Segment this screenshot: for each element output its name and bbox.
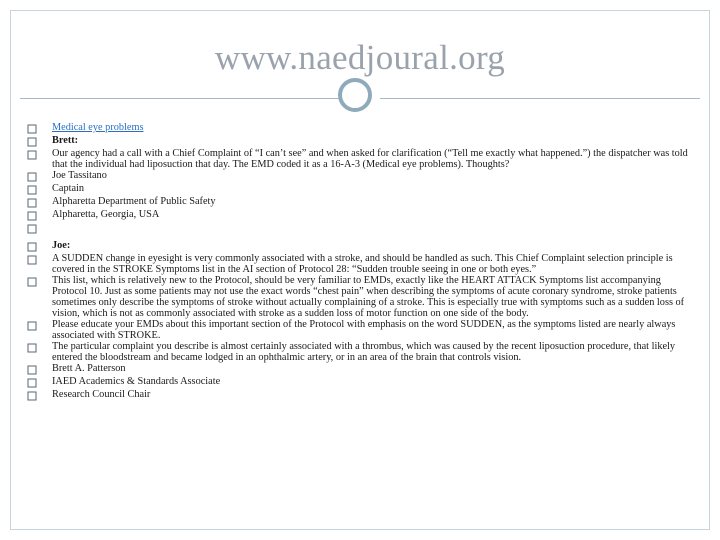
list-item	[27, 196, 690, 209]
hollow-square-bullet-icon	[27, 378, 38, 389]
hollow-square-bullet-icon	[27, 185, 38, 196]
hollow-square-bullet-icon	[27, 224, 38, 235]
list-item-text: Alpharetta, Georgia, USA	[52, 209, 160, 220]
medical-eye-problems-link[interactable]: Medical eye problems	[52, 122, 144, 133]
hollow-square-bullet-icon	[27, 391, 38, 402]
list-item	[27, 183, 690, 196]
list-item	[27, 222, 690, 235]
list-item-text: Our agency had a call with a Chief Complaint of “I can’t see” and when asked for clarification (“Tell me exactly what happened.”) the dispatcher was told that the individual had liposuction that day. The EMD coded it as a 16-A-3 (Medical eye problems). Thoughts?	[52, 148, 688, 170]
title-rule-right	[380, 98, 700, 99]
list-item-text: Joe Tassitano	[52, 170, 107, 181]
slide-title: www.naedjoural.org	[214, 38, 506, 77]
list-item-text: Alpharetta Department of Public Safety	[52, 196, 216, 207]
list-item	[27, 376, 690, 389]
hollow-square-bullet-icon	[27, 211, 38, 222]
hollow-square-bullet-icon	[27, 242, 38, 253]
circle-ornament-icon	[338, 78, 372, 112]
list-item	[27, 275, 690, 319]
hollow-square-bullet-icon	[27, 255, 38, 266]
list-item	[27, 363, 690, 376]
list-item-text: Please educate your EMDs about this important section of the Protocol with emphasis on the word SUDDEN, as the symptoms listed are nearly always associated with STROKE.	[52, 319, 676, 341]
bullet-list	[27, 122, 690, 402]
hollow-square-bullet-icon	[27, 150, 38, 161]
title-rule-left	[20, 98, 340, 99]
list-item	[27, 389, 690, 402]
list-item-text: The particular complaint you describe is almost certainly associated with a thrombus, which was caused by the recent liposuction procedure, that likely entered the bloodstream and became lodged in an ophthalmic artery, or in an area of the brain that controls vision.	[52, 341, 676, 363]
list-item	[27, 135, 690, 148]
hollow-square-bullet-icon	[27, 343, 38, 354]
list-item	[27, 170, 690, 183]
list-item	[27, 148, 690, 170]
hollow-square-bullet-icon	[27, 321, 38, 332]
hollow-square-bullet-icon	[27, 198, 38, 209]
hollow-square-bullet-icon	[27, 277, 38, 288]
speaker-label: Brett:	[52, 135, 79, 146]
list-item-text: A SUDDEN change in eyesight is very commonly associated with a stroke, and should be handled as such. This Chief Complaint selection principle is covered in the STROKE Symptoms list in the AI section of Protocol 28: “Sudden trouble seeing in one or both eyes.”	[52, 253, 673, 275]
list-item-text: This list, which is relatively new to the Protocol, should be very familiar to EMDs, exactly like the HEART ATTACK Symptoms list accompanying Protocol 10. Just as some patients may not use the exact words “chest pain” when describing the symptoms of acute coronary syndrome, stroke patients sometimes only describe the symptoms of stroke without actually complaining of a stroke. This is especially true with symptoms such as a sudden loss of vision, which is not as commonly associated with stroke as a sudden loss of motor function on one side of the body.	[52, 275, 685, 319]
speaker-label: Joe:	[52, 240, 71, 251]
hollow-square-bullet-icon	[27, 137, 38, 148]
hollow-square-bullet-icon	[27, 365, 38, 376]
list-item	[27, 122, 690, 135]
list-item-text: Captain	[52, 183, 85, 194]
list-item	[27, 253, 690, 275]
list-item	[27, 240, 690, 253]
hollow-square-bullet-icon	[27, 172, 38, 183]
list-item	[27, 319, 690, 341]
hollow-square-bullet-icon	[27, 124, 38, 135]
list-item	[27, 209, 690, 222]
list-item-text: Research Council Chair	[52, 389, 151, 400]
list-item	[27, 341, 690, 363]
list-item-text: IAED Academics & Standards Associate	[52, 376, 221, 387]
list-item-text: Brett A. Patterson	[52, 363, 126, 374]
